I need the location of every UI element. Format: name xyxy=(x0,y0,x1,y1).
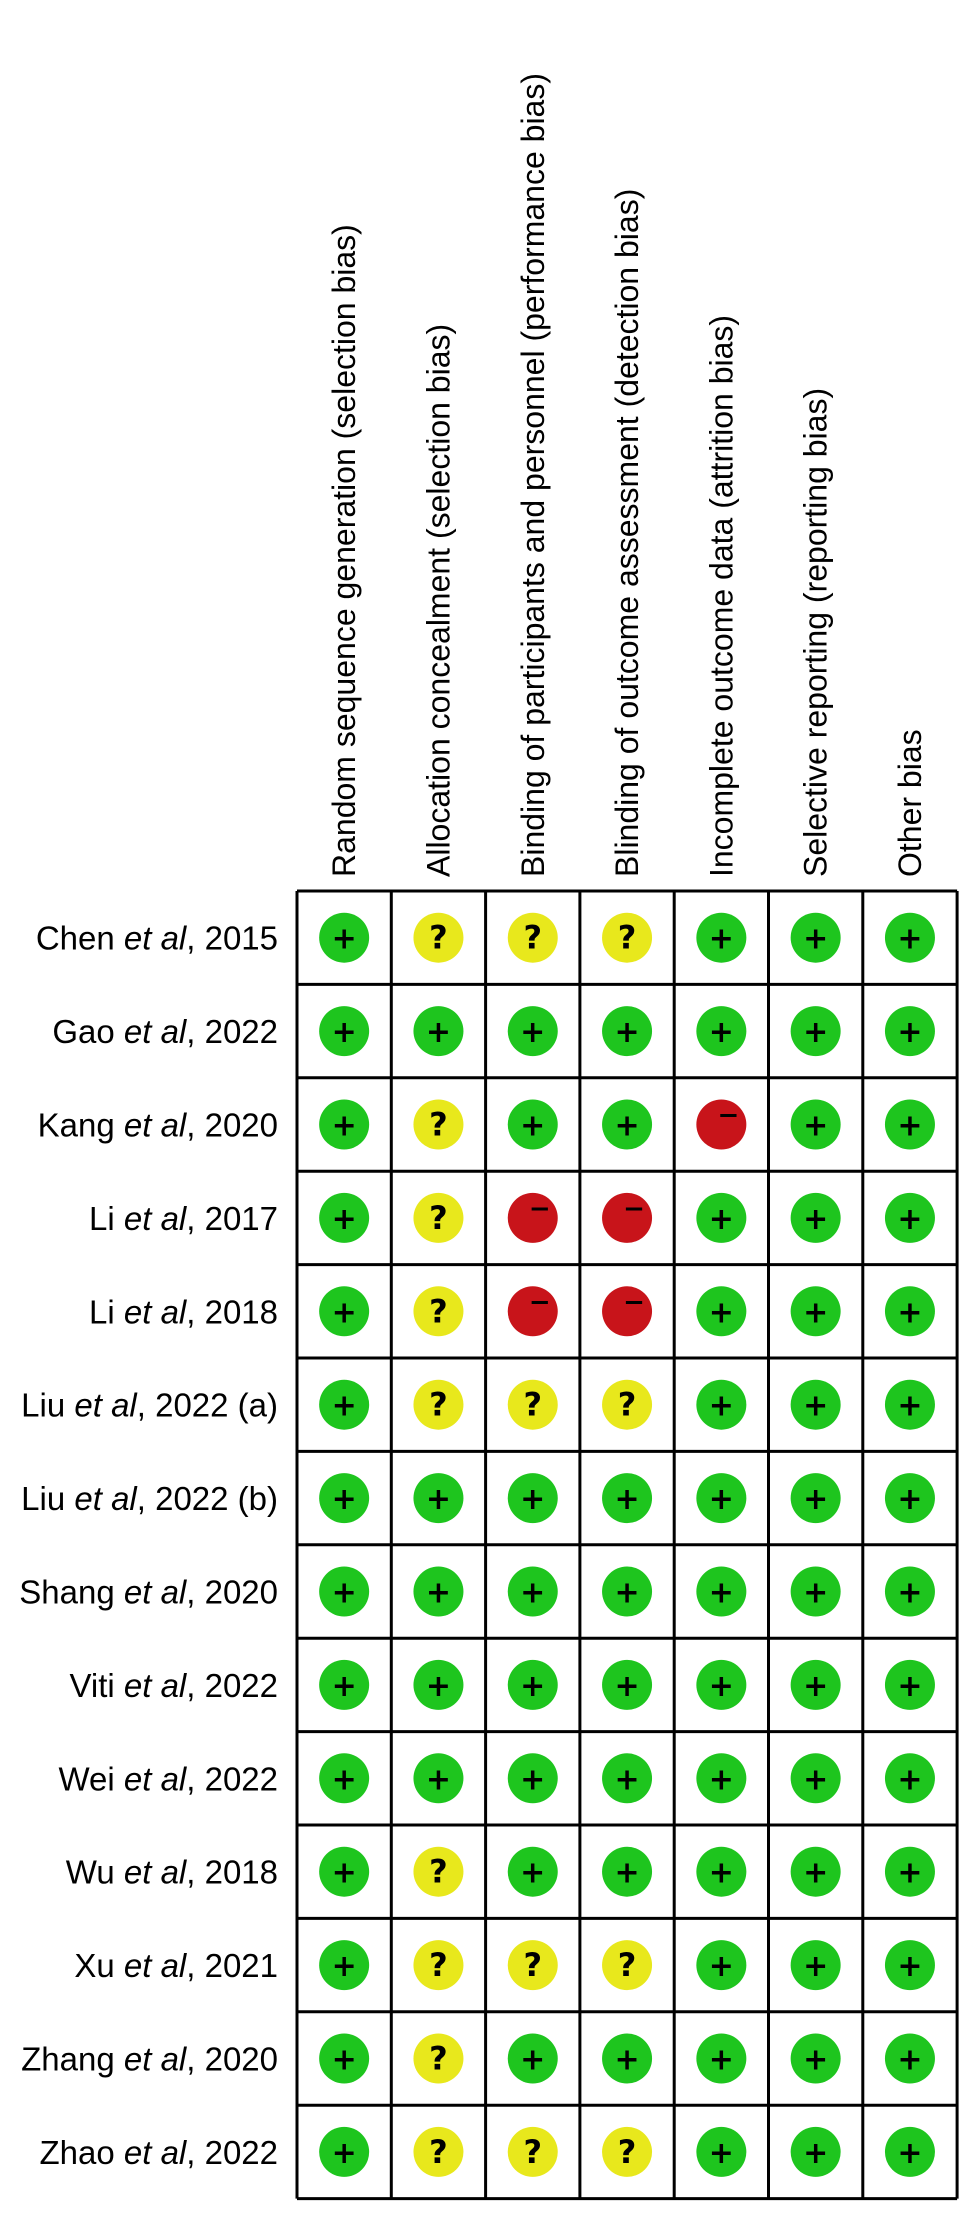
low-risk-symbol: + xyxy=(708,2042,734,2078)
mark-low-risk-r7-c4 xyxy=(602,1473,652,1523)
low-risk-symbol: + xyxy=(614,1015,640,1051)
mark-low-risk-r8-c4 xyxy=(602,1567,652,1617)
mark-low-risk-r4-c6 xyxy=(791,1193,841,1243)
mark-low-risk-r10-c6 xyxy=(791,1753,841,1803)
low-risk-symbol: + xyxy=(708,1949,734,1985)
low-risk-symbol: + xyxy=(614,2042,640,2078)
mark-low-risk-r5-c1 xyxy=(319,1286,369,1336)
row-label-10 xyxy=(58,1760,278,1797)
mark-low-risk-r9-c7 xyxy=(885,1660,935,1710)
low-risk-symbol: + xyxy=(897,1295,923,1331)
mark-low-risk-r7-c6 xyxy=(791,1473,841,1523)
row-author: Li xyxy=(89,1199,124,1237)
row-author: Kang xyxy=(37,1106,124,1144)
low-risk-symbol: + xyxy=(331,1388,357,1424)
row-label-14 xyxy=(39,2134,278,2171)
row-year: , 2020 xyxy=(186,2040,278,2078)
mark-low-risk-r8-c3 xyxy=(508,1567,558,1617)
column-label-4: Blinding of outcome assessment (detection bias) xyxy=(609,188,646,877)
low-risk-symbol: + xyxy=(803,1482,829,1518)
low-risk-symbol: + xyxy=(331,1668,357,1704)
row-year: , 2022 xyxy=(186,1013,278,1051)
mark-low-risk-r1-c6 xyxy=(791,913,841,963)
column-label-3: Binding of participants and personnel (performance bias) xyxy=(514,72,551,877)
mark-low-risk-r10-c2 xyxy=(413,1753,463,1803)
row-year: , 2018 xyxy=(186,1853,278,1891)
row-author: Wei xyxy=(58,1760,124,1798)
row-author: Viti xyxy=(69,1666,124,1704)
low-risk-symbol: + xyxy=(897,2135,923,2171)
mark-low-risk-r3-c7 xyxy=(885,1100,935,1150)
low-risk-symbol: + xyxy=(803,1575,829,1611)
low-risk-symbol: + xyxy=(897,921,923,957)
low-risk-symbol: + xyxy=(803,1949,829,1985)
mark-low-risk-r5-c6 xyxy=(791,1286,841,1336)
mark-high-risk-r5-c4 xyxy=(602,1286,652,1336)
low-risk-symbol: + xyxy=(614,1855,640,1891)
low-risk-symbol: + xyxy=(803,1108,829,1144)
row-author: Xu xyxy=(74,1947,124,1985)
unclear-risk-symbol: ? xyxy=(429,918,448,957)
row-label-6 xyxy=(21,1387,278,1424)
low-risk-symbol: + xyxy=(708,1762,734,1798)
unclear-risk-symbol: ? xyxy=(617,918,637,957)
low-risk-symbol: + xyxy=(708,2135,734,2171)
mark-low-risk-r9-c5 xyxy=(696,1660,746,1710)
low-risk-symbol: + xyxy=(897,1762,923,1798)
low-risk-symbol: + xyxy=(331,1949,357,1985)
mark-low-risk-r12-c1 xyxy=(319,1940,369,1990)
high-risk-symbol: − xyxy=(623,1193,645,1224)
row-author: Li xyxy=(89,1293,124,1331)
mark-low-risk-r11-c4 xyxy=(602,1847,652,1897)
mark-low-risk-r13-c7 xyxy=(885,2034,935,2084)
low-risk-symbol: + xyxy=(331,1295,357,1331)
row-label-13 xyxy=(21,2041,278,2078)
mark-low-risk-r5-c7 xyxy=(885,1286,935,1336)
low-risk-symbol: + xyxy=(803,2042,829,2078)
row-label-3 xyxy=(38,1107,278,1144)
unclear-risk-symbol: ? xyxy=(523,1946,543,1985)
mark-low-risk-r7-c7 xyxy=(885,1473,935,1523)
mark-low-risk-r13-c3 xyxy=(508,2034,558,2084)
mark-unclear-risk-r12-c3 xyxy=(508,1940,558,1990)
low-risk-symbol: + xyxy=(897,1668,923,1704)
mark-unclear-risk-r12-c4 xyxy=(602,1940,652,1990)
mark-low-risk-r1-c1 xyxy=(319,913,369,963)
low-risk-symbol: + xyxy=(614,1762,640,1798)
unclear-risk-symbol: ? xyxy=(617,2132,637,2171)
row-year: , 2020 xyxy=(186,1106,278,1144)
column-label-6: Selective reporting (reporting bias) xyxy=(797,387,834,877)
mark-low-risk-r9-c1 xyxy=(319,1660,369,1710)
row-label-1 xyxy=(36,920,278,957)
mark-low-risk-r4-c5 xyxy=(696,1193,746,1243)
mark-low-risk-r8-c1 xyxy=(319,1567,369,1617)
low-risk-symbol: + xyxy=(331,1201,357,1237)
mark-low-risk-r7-c5 xyxy=(696,1473,746,1523)
unclear-risk-symbol: ? xyxy=(523,1385,543,1424)
mark-high-risk-r5-c3 xyxy=(508,1286,558,1336)
low-risk-symbol: + xyxy=(708,1482,734,1518)
low-risk-symbol: + xyxy=(897,1855,923,1891)
row-etal: et al xyxy=(123,919,187,957)
row-author: Liu xyxy=(21,1386,75,1424)
mark-unclear-risk-r14-c2 xyxy=(413,2127,463,2177)
row-year: , 2022 xyxy=(186,1666,278,1704)
low-risk-symbol: + xyxy=(803,1295,829,1331)
row-year: , 2017 xyxy=(186,1199,278,1237)
row-year: , 2021 xyxy=(186,1947,278,1985)
low-risk-symbol: + xyxy=(803,2135,829,2171)
mark-low-risk-r4-c1 xyxy=(319,1193,369,1243)
mark-low-risk-r13-c1 xyxy=(319,2034,369,2084)
low-risk-symbol: + xyxy=(614,1575,640,1611)
row-author: Shang xyxy=(19,1573,124,1611)
unclear-risk-symbol: ? xyxy=(429,1946,448,1985)
low-risk-symbol: + xyxy=(897,1015,923,1051)
mark-unclear-risk-r12-c2 xyxy=(413,1940,463,1990)
mark-low-risk-r6-c7 xyxy=(885,1380,935,1430)
low-risk-symbol: + xyxy=(897,1388,923,1424)
mark-low-risk-r12-c5 xyxy=(696,1940,746,1990)
low-risk-symbol: + xyxy=(331,921,357,957)
row-author: Gao xyxy=(52,1013,124,1051)
row-etal: et al xyxy=(74,1480,137,1518)
low-risk-symbol: + xyxy=(331,1855,357,1891)
low-risk-symbol: + xyxy=(520,2042,546,2078)
mark-low-risk-r3-c3 xyxy=(508,1100,558,1150)
column-label-1: Random sequence generation (selection bias) xyxy=(326,224,363,877)
mark-low-risk-r2-c5 xyxy=(696,1006,746,1056)
mark-unclear-risk-r1-c3 xyxy=(508,913,558,963)
low-risk-symbol: + xyxy=(520,1575,546,1611)
low-risk-symbol: + xyxy=(803,921,829,957)
mark-low-risk-r11-c5 xyxy=(696,1847,746,1897)
column-label-5: Incomplete outcome data (attrition bias) xyxy=(703,314,740,877)
low-risk-symbol: + xyxy=(803,1388,829,1424)
mark-low-risk-r9-c4 xyxy=(602,1660,652,1710)
column-labels xyxy=(326,73,928,877)
high-risk-symbol: − xyxy=(528,1287,551,1318)
mark-low-risk-r8-c5 xyxy=(696,1567,746,1617)
mark-low-risk-r2-c6 xyxy=(791,1006,841,1056)
mark-low-risk-r3-c6 xyxy=(791,1100,841,1150)
row-label-12 xyxy=(74,1947,278,1984)
low-risk-symbol: + xyxy=(331,1015,357,1051)
row-etal: et al xyxy=(123,2040,187,2078)
mark-low-risk-r2-c1 xyxy=(319,1006,369,1056)
low-risk-symbol: + xyxy=(803,1015,829,1051)
row-etal: et al xyxy=(123,1947,187,1985)
low-risk-symbol: + xyxy=(520,1855,546,1891)
unclear-risk-symbol: ? xyxy=(523,2132,543,2171)
low-risk-symbol: + xyxy=(897,1108,923,1144)
mark-unclear-risk-r6-c2 xyxy=(413,1380,463,1430)
unclear-risk-symbol: ? xyxy=(429,1198,448,1237)
row-etal: et al xyxy=(123,1013,187,1051)
row-label-11 xyxy=(66,1854,278,1891)
mark-low-risk-r8-c2 xyxy=(413,1567,463,1617)
mark-low-risk-r11-c1 xyxy=(319,1847,369,1897)
low-risk-symbol: + xyxy=(708,1015,734,1051)
row-etal: et al xyxy=(123,2133,187,2171)
low-risk-symbol: + xyxy=(425,1482,452,1518)
row-year: , 2018 xyxy=(186,1293,278,1331)
row-year: , 2020 xyxy=(186,1573,278,1611)
low-risk-symbol: + xyxy=(425,1015,452,1051)
mark-unclear-risk-r4-c2 xyxy=(413,1193,463,1243)
low-risk-symbol: + xyxy=(331,1108,357,1144)
mark-unclear-risk-r1-c4 xyxy=(602,913,652,963)
low-risk-symbol: + xyxy=(425,1762,452,1798)
row-year: , 2015 xyxy=(186,919,278,957)
unclear-risk-symbol: ? xyxy=(617,1385,637,1424)
mark-unclear-risk-r1-c2 xyxy=(413,913,463,963)
mark-low-risk-r12-c6 xyxy=(791,1940,841,1990)
mark-low-risk-r8-c6 xyxy=(791,1567,841,1617)
low-risk-symbol: + xyxy=(614,1108,640,1144)
unclear-risk-symbol: ? xyxy=(429,1292,448,1331)
unclear-risk-symbol: ? xyxy=(429,2132,448,2171)
mark-unclear-risk-r13-c2 xyxy=(413,2034,463,2084)
mark-high-risk-r4-c3 xyxy=(508,1193,558,1243)
mark-low-risk-r13-c6 xyxy=(791,2034,841,2084)
low-risk-symbol: + xyxy=(331,1482,357,1518)
row-etal: et al xyxy=(123,1853,187,1891)
table-grid xyxy=(297,891,957,2199)
mark-low-risk-r2-c4 xyxy=(602,1006,652,1056)
low-risk-symbol: + xyxy=(614,1482,640,1518)
row-label-5 xyxy=(89,1293,278,1330)
low-risk-symbol: + xyxy=(708,1388,734,1424)
row-year: , 2022 (a) xyxy=(136,1386,278,1424)
low-risk-symbol: + xyxy=(803,1855,829,1891)
high-risk-symbol: − xyxy=(528,1193,551,1224)
mark-low-risk-r14-c1 xyxy=(319,2127,369,2177)
mark-high-risk-r3-c5 xyxy=(696,1100,746,1150)
low-risk-symbol: + xyxy=(520,1108,546,1144)
row-etal: et al xyxy=(123,1199,187,1237)
mark-unclear-risk-r6-c3 xyxy=(508,1380,558,1430)
row-label-7 xyxy=(21,1480,278,1517)
mark-low-risk-r6-c1 xyxy=(319,1380,369,1430)
mark-low-risk-r14-c6 xyxy=(791,2127,841,2177)
mark-low-risk-r5-c5 xyxy=(696,1286,746,1336)
low-risk-symbol: + xyxy=(425,1668,452,1704)
mark-low-risk-r12-c7 xyxy=(885,1940,935,1990)
mark-low-risk-r14-c5 xyxy=(696,2127,746,2177)
unclear-risk-symbol: ? xyxy=(429,1385,448,1424)
low-risk-symbol: + xyxy=(614,1668,640,1704)
mark-low-risk-r14-c7 xyxy=(885,2127,935,2177)
row-etal: et al xyxy=(123,1666,187,1704)
mark-low-risk-r13-c5 xyxy=(696,2034,746,2084)
low-risk-symbol: + xyxy=(708,1855,734,1891)
low-risk-symbol: + xyxy=(897,1949,923,1985)
mark-low-risk-r11-c3 xyxy=(508,1847,558,1897)
unclear-risk-symbol: ? xyxy=(429,1105,448,1144)
low-risk-symbol: + xyxy=(708,1668,734,1704)
row-labels xyxy=(19,920,278,2171)
mark-low-risk-r1-c7 xyxy=(885,913,935,963)
row-label-2 xyxy=(52,1013,278,1050)
low-risk-symbol: + xyxy=(708,1295,734,1331)
mark-low-risk-r3-c4 xyxy=(602,1100,652,1150)
row-label-8 xyxy=(19,1574,278,1611)
mark-unclear-risk-r14-c3 xyxy=(508,2127,558,2177)
mark-low-risk-r8-c7 xyxy=(885,1567,935,1617)
mark-unclear-risk-r14-c4 xyxy=(602,2127,652,2177)
low-risk-symbol: + xyxy=(897,1201,923,1237)
mark-low-risk-r6-c5 xyxy=(696,1380,746,1430)
low-risk-symbol: + xyxy=(331,2042,357,2078)
row-author: Zhao xyxy=(39,2133,124,2171)
mark-unclear-risk-r3-c2 xyxy=(413,1100,463,1150)
mark-low-risk-r10-c3 xyxy=(508,1753,558,1803)
row-year: , 2022 xyxy=(186,1760,278,1798)
mark-low-risk-r2-c2 xyxy=(413,1006,463,1056)
high-risk-symbol: − xyxy=(623,1287,645,1318)
column-label-2: Allocation concealment (selection bias) xyxy=(420,323,457,877)
row-label-4 xyxy=(89,1200,278,1237)
mark-low-risk-r13-c4 xyxy=(602,2034,652,2084)
unclear-risk-symbol: ? xyxy=(617,1946,637,1985)
low-risk-symbol: + xyxy=(520,1015,546,1051)
low-risk-symbol: + xyxy=(897,1482,923,1518)
mark-low-risk-r10-c5 xyxy=(696,1753,746,1803)
mark-low-risk-r10-c1 xyxy=(319,1753,369,1803)
row-year: , 2022 (b) xyxy=(136,1480,278,1518)
unclear-risk-symbol: ? xyxy=(523,918,543,957)
low-risk-symbol: + xyxy=(803,1762,829,1798)
low-risk-symbol: + xyxy=(331,1575,357,1611)
mark-low-risk-r9-c6 xyxy=(791,1660,841,1710)
mark-low-risk-r9-c2 xyxy=(413,1660,463,1710)
mark-low-risk-r4-c7 xyxy=(885,1193,935,1243)
low-risk-symbol: + xyxy=(520,1482,546,1518)
mark-low-risk-r9-c3 xyxy=(508,1660,558,1710)
mark-unclear-risk-r6-c4 xyxy=(602,1380,652,1430)
row-etal: et al xyxy=(74,1386,137,1424)
low-risk-symbol: + xyxy=(897,2042,923,2078)
mark-low-risk-r2-c7 xyxy=(885,1006,935,1056)
low-risk-symbol: + xyxy=(520,1762,546,1798)
mark-high-risk-r4-c4 xyxy=(602,1193,652,1243)
mark-low-risk-r10-c7 xyxy=(885,1753,935,1803)
low-risk-symbol: + xyxy=(331,2135,357,2171)
unclear-risk-symbol: ? xyxy=(429,1852,448,1891)
row-etal: et al xyxy=(123,1573,187,1611)
low-risk-symbol: + xyxy=(803,1201,829,1237)
row-label-9 xyxy=(69,1667,278,1704)
low-risk-symbol: + xyxy=(425,1575,452,1611)
high-risk-symbol: − xyxy=(717,1100,740,1131)
low-risk-symbol: + xyxy=(520,1668,546,1704)
mark-low-risk-r2-c3 xyxy=(508,1006,558,1056)
mark-low-risk-r11-c6 xyxy=(791,1847,841,1897)
row-author: Zhang xyxy=(21,2040,124,2078)
low-risk-symbol: + xyxy=(331,1762,357,1798)
low-risk-symbol: + xyxy=(897,1575,923,1611)
row-author: Wu xyxy=(65,1853,124,1891)
mark-low-risk-r3-c1 xyxy=(319,1100,369,1150)
row-etal: et al xyxy=(123,1106,187,1144)
row-year: , 2022 xyxy=(186,2133,278,2171)
row-author: Liu xyxy=(21,1480,75,1518)
mark-low-risk-r10-c4 xyxy=(602,1753,652,1803)
mark-low-risk-r6-c6 xyxy=(791,1380,841,1430)
low-risk-symbol: + xyxy=(803,1668,829,1704)
mark-unclear-risk-r5-c2 xyxy=(413,1286,463,1336)
mark-low-risk-r11-c7 xyxy=(885,1847,935,1897)
low-risk-symbol: + xyxy=(708,1575,734,1611)
mark-low-risk-r7-c1 xyxy=(319,1473,369,1523)
row-author: Chen xyxy=(35,919,124,957)
column-label-7: Other bias xyxy=(891,729,928,877)
row-etal: et al xyxy=(123,1293,187,1331)
row-etal: et al xyxy=(123,1760,187,1798)
mark-unclear-risk-r11-c2 xyxy=(413,1847,463,1897)
low-risk-symbol: + xyxy=(708,1201,734,1237)
mark-low-risk-r1-c5 xyxy=(696,913,746,963)
mark-low-risk-r7-c2 xyxy=(413,1473,463,1523)
unclear-risk-symbol: ? xyxy=(429,2039,448,2078)
mark-low-risk-r7-c3 xyxy=(508,1473,558,1523)
low-risk-symbol: + xyxy=(708,921,734,957)
